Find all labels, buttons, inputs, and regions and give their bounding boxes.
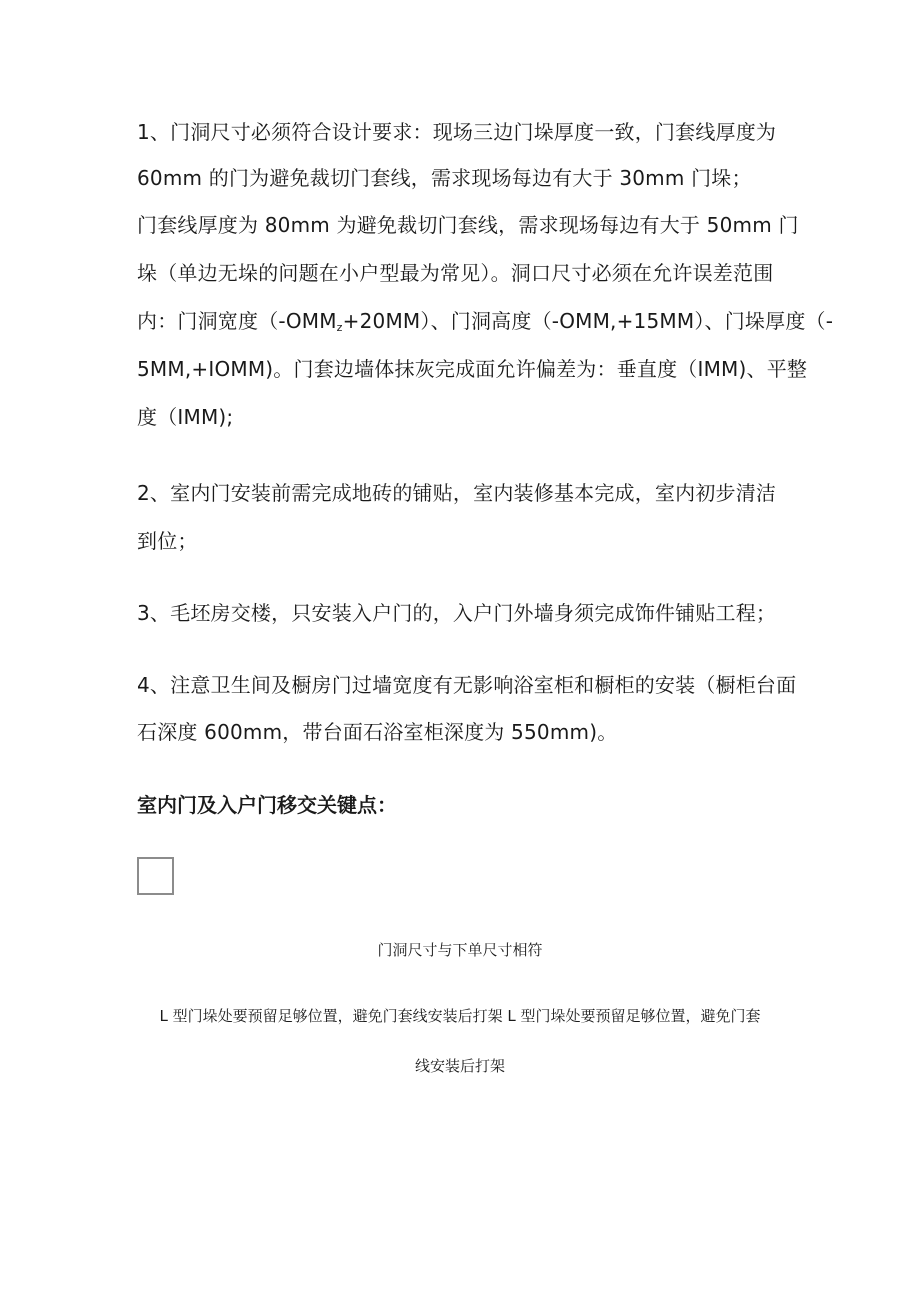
paragraph-1-line-2: 60mm 的门为避免裁切门套线，需求现场每边有大于 30mm 门垛；: [137, 166, 752, 190]
paragraph-2-line-2: 到位；: [137, 529, 198, 553]
paragraph-1-line-3: 门套线厚度为 80mm 为避免裁切门套线，需求现场每边有大于 50mm 门: [137, 213, 799, 237]
figure-caption-2: L 型门垛处要预留足够位置，避免门套线安装后打架 L 型门垛处要预留足够位置，避免门套: [159, 1007, 761, 1025]
section-heading: 室内门及入户门移交关键点：: [137, 793, 397, 817]
line-5-subscript: z: [336, 321, 343, 334]
paragraph-1-line-6: 5MM,+IOMM)。门套边墙体抹灰完成面允许偏差为：垂直度（IMM)、平整: [137, 357, 808, 381]
paragraph-1-line-7: 度（IMM);: [137, 405, 234, 429]
paragraph-1-line-4: 垛（单边无垛的问题在小户型最为常见）。洞口尺寸必须在允许误差范围: [137, 261, 774, 285]
line-5-text-a: 内：门洞宽度（-OMM: [137, 309, 337, 333]
paragraph-1-line-1: 1、门洞尺寸必须符合设计要求：现场三边门垛厚度一致，门套线厚度为: [137, 120, 777, 144]
paragraph-2-line-1: 2、室内门安装前需完成地砖的铺贴，室内装修基本完成，室内初步清洁: [137, 481, 777, 505]
line-5-text-b: +20MM）、门洞高度（-OMM,+15MM）、门垛厚度（-: [342, 309, 834, 333]
image-placeholder: [137, 857, 174, 895]
figure-caption-3: 线安装后打架: [414, 1057, 505, 1075]
paragraph-4-line-2: 石深度 600mm，带台面石浴室柜深度为 550mm)。: [137, 720, 618, 744]
paragraph-4-line-1: 4、注意卫生间及橱房门过墙宽度有无影响浴室柜和橱柜的安装（橱柜台面: [137, 673, 797, 697]
paragraph-1-line-5: [137, 309, 834, 340]
figure-caption-1: 门洞尺寸与下单尺寸相符: [377, 941, 543, 959]
paragraph-3-line-1: 3、毛坯房交楼，只安装入户门的，入户门外墙身须完成饰件铺贴工程；: [137, 601, 777, 625]
